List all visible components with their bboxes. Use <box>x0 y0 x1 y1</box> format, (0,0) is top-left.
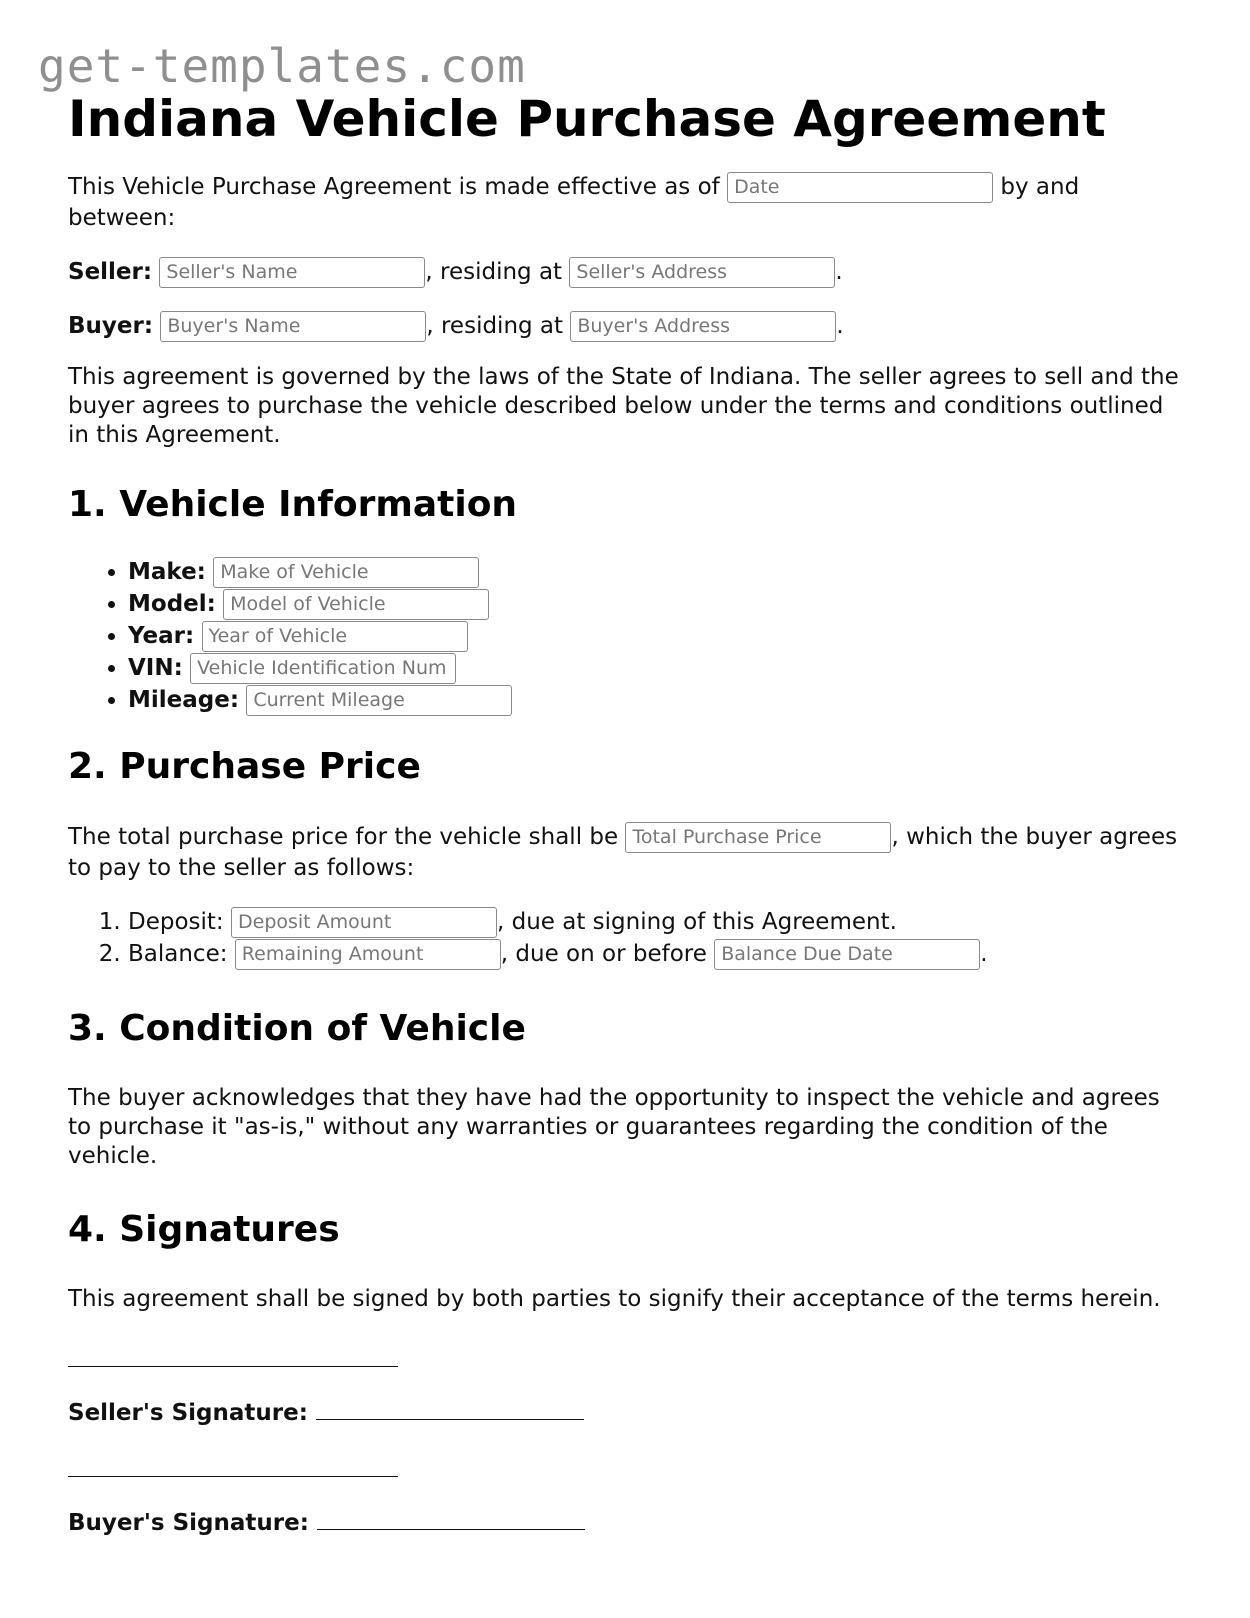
list-item <box>128 588 1188 620</box>
section-price-heading: 2. Purchase Price <box>68 746 421 787</box>
seller-label: Seller: <box>68 259 153 285</box>
governing-law-paragraph: This agreement is governed by the laws of the State of Indiana. The seller agrees to sell and the buyer agrees to purchase the vehicle described below under the terms and conditions outlined in this Agreement. <box>68 364 1179 448</box>
seller-signature-label: Seller's Signature: <box>68 1400 308 1426</box>
balance-end: . <box>980 941 988 967</box>
vin-label: VIN: <box>128 655 183 681</box>
buyer-end: . <box>836 313 844 339</box>
seller-signature-line[interactable] <box>68 1366 398 1367</box>
buyer-residing-text: , residing at <box>426 313 564 339</box>
intro-text-before: This Vehicle Purchase Agreement is made effective as of <box>68 174 720 200</box>
list-item <box>128 556 1188 588</box>
mileage-label: Mileage: <box>128 687 240 713</box>
intro-text-after: by and between: <box>68 174 1080 231</box>
total-price-field[interactable]: Total Purchase Price <box>625 822 891 853</box>
list-item <box>128 684 1188 716</box>
deposit-label: Deposit: <box>128 909 224 935</box>
buyer-label: Buyer: <box>68 313 154 339</box>
section-condition-heading: 3. Condition of Vehicle <box>68 1008 526 1049</box>
buyer-signature-label: Buyer's Signature: <box>68 1510 309 1536</box>
mileage-field[interactable]: Current Mileage <box>246 685 512 716</box>
balance-middle: , due on or before <box>500 941 707 967</box>
deposit-field[interactable]: Deposit Amount <box>231 907 497 938</box>
section-signatures-heading: 4. Signatures <box>68 1209 340 1250</box>
seller-residing-text: , residing at <box>425 259 563 285</box>
seller-signature-underline[interactable] <box>316 1397 584 1420</box>
seller-name-field[interactable]: Seller's Name <box>159 257 425 288</box>
buyer-line <box>68 309 1188 343</box>
balance-due-date-field[interactable]: Balance Due Date <box>714 939 980 970</box>
section-vehicle-heading: 1. Vehicle Information <box>68 484 518 525</box>
watermark: get-templates.com <box>38 39 526 93</box>
payment-list <box>68 906 1188 970</box>
page-title: Indiana Vehicle Purchase Agreement <box>68 90 1106 148</box>
vin-field[interactable]: Vehicle Identification Num <box>190 653 456 684</box>
list-item <box>128 938 1188 970</box>
year-field[interactable]: Year of Vehicle <box>202 621 468 652</box>
seller-end: . <box>835 259 843 285</box>
buyer-signature-row <box>68 1507 1188 1538</box>
price-intro-after: , which the buyer agrees to pay to the seller as follows: <box>68 824 1178 881</box>
date-field[interactable]: Date <box>727 172 993 203</box>
model-field[interactable]: Model of Vehicle <box>223 589 489 620</box>
buyer-name-field[interactable]: Buyer's Name <box>160 311 426 342</box>
price-intro-paragraph <box>68 822 1188 884</box>
condition-paragraph: The buyer acknowledges that they have had the opportunity to inspect the vehicle and agrees to purchase it "as-is," without any warranties or guarantees regarding the condition of the vehicle. <box>68 1085 1160 1169</box>
buyer-signature-underline[interactable] <box>317 1507 585 1530</box>
seller-signature-row <box>68 1397 1188 1428</box>
year-label: Year: <box>128 623 195 649</box>
make-field[interactable]: Make of Vehicle <box>213 557 479 588</box>
list-item <box>128 906 1188 938</box>
seller-address-field[interactable]: Seller's Address <box>569 257 835 288</box>
price-intro-before: The total purchase price for the vehicle shall be <box>68 824 619 850</box>
buyer-signature-line[interactable] <box>68 1476 398 1477</box>
deposit-after: , due at signing of this Agreement. <box>497 909 897 935</box>
model-label: Model: <box>128 591 216 617</box>
vehicle-info-list <box>68 556 1188 716</box>
document-page <box>68 84 1188 1538</box>
list-item <box>128 652 1188 684</box>
signatures-paragraph: This agreement shall be signed by both parties to signify their acceptance of the terms herein. <box>68 1286 1161 1312</box>
list-item <box>128 620 1188 652</box>
balance-label: Balance: <box>128 941 228 967</box>
intro-paragraph <box>68 172 1188 233</box>
balance-field[interactable]: Remaining Amount <box>235 939 501 970</box>
make-label: Make: <box>128 559 206 585</box>
seller-line <box>68 255 1188 289</box>
buyer-address-field[interactable]: Buyer's Address <box>570 311 836 342</box>
